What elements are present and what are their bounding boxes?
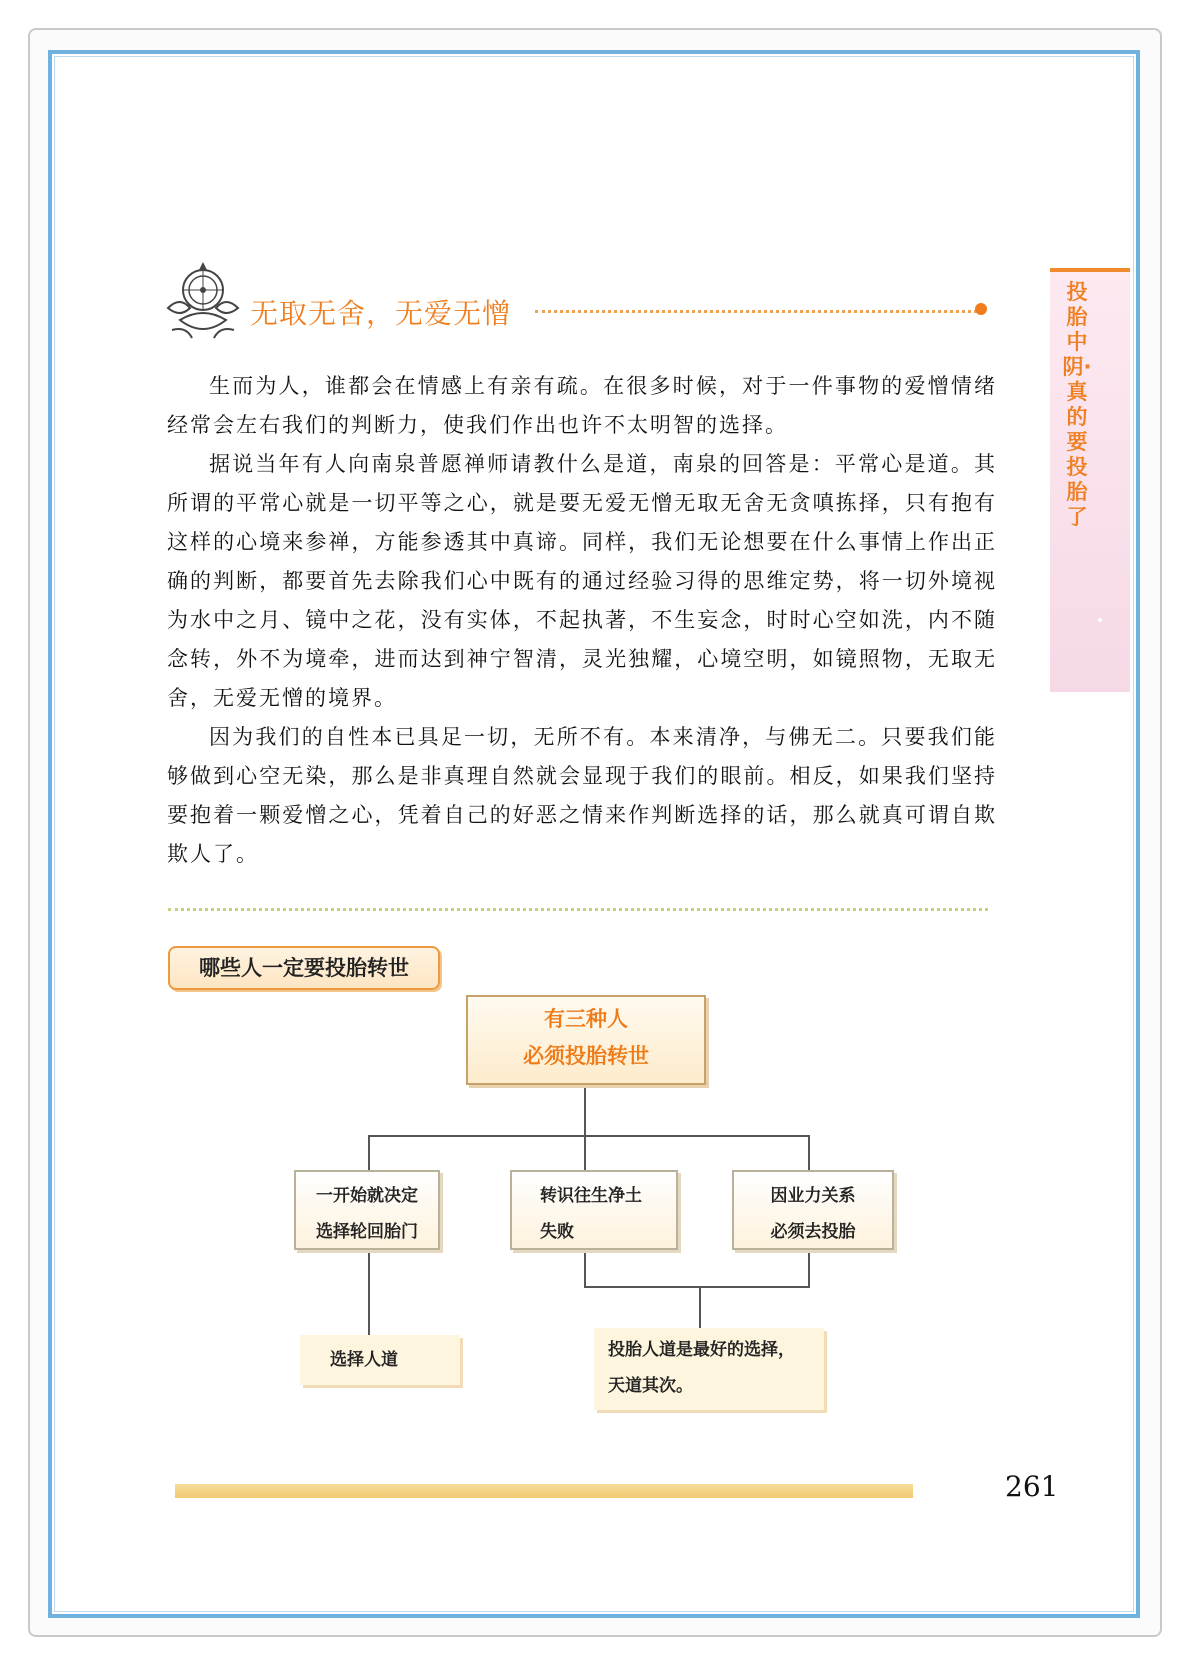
connector-line xyxy=(584,1286,810,1288)
child-line-2: 必须去投胎 xyxy=(770,1222,856,1242)
diagram-child-box xyxy=(510,1170,678,1250)
leaf-line-1: 投胎人道是最好的选择， xyxy=(608,1340,795,1360)
connector-line xyxy=(584,1250,586,1287)
connector-line xyxy=(368,1135,370,1170)
child-line-2: 选择轮回胎门 xyxy=(316,1222,418,1242)
diagram-leaf-box xyxy=(300,1335,460,1385)
child-line-1: 一开始就决定 xyxy=(316,1186,418,1206)
diagram-child-box xyxy=(732,1170,894,1250)
connector-line xyxy=(368,1135,810,1137)
connector-line xyxy=(808,1135,810,1170)
paragraph: 因为我们的自性本已具足一切，无所不有。本来清净，与佛无二。只要我们能够做到心空无染，那么是非真理自然就会显现于我们的眼前。相反，如果我们坚持要抱着一颗爱憎之心，凭着自己的好恶之情来作判断选择的话，那么就真可谓自欺欺人了。 xyxy=(167,725,997,866)
diagram-heading: 哪些人一定要投胎转世 xyxy=(168,946,440,990)
connector-line xyxy=(808,1250,810,1287)
title-end-dot xyxy=(975,303,987,315)
page-number: 261 xyxy=(1005,1470,1059,1503)
paragraph: 生而为人，谁都会在情感上有亲有疏。在很多时候，对于一件事物的爱憎情绪经常会左右我们的判断力，使我们作出也许不太明智的选择。 xyxy=(167,374,997,437)
leaf-text: 选择人道 xyxy=(330,1350,398,1370)
root-line-1: 有三种人 xyxy=(544,1007,628,1031)
side-tab-dot xyxy=(1098,618,1102,622)
buddhist-ornament-icon xyxy=(160,258,246,348)
body-text xyxy=(167,367,997,874)
root-line-2: 必须投胎转世 xyxy=(523,1044,649,1068)
child-line-2: 失败 xyxy=(540,1222,574,1242)
connector-line xyxy=(699,1286,701,1329)
child-line-1: 转识往生净土 xyxy=(540,1186,642,1206)
diagram-root-box xyxy=(466,995,706,1085)
footer-bar xyxy=(175,1484,913,1498)
child-line-1: 因业力关系 xyxy=(770,1186,856,1206)
section-title: 无取无舍，无爱无憎 xyxy=(250,297,512,330)
paragraph: 据说当年有人向南泉普愿禅师请教什么是道，南泉的回答是：平常心是道。其所谓的平常心就是一切平等之心，就是要无爱无憎无取无舍无贪嗔拣择，只有抱有这样的心境来参禅，方能参透其中真谛。同样，我们无论想要在什么事情上作出正确的判断，都要首先去除我们心中既有的通过经验习得的思维定势，将一切外境视为水中之月、镜中之花，没有实体，不起执著，不生妄念，时时心空如洗，内不随念转，外不为境牵，进而达到神宁智清，灵光独耀，心境空明，如镜照物，无取无舍，无爱无憎的境界。 xyxy=(167,452,997,710)
title-dotted-rule xyxy=(535,310,977,313)
diagram-child-box xyxy=(294,1170,440,1250)
connector-line xyxy=(584,1081,586,1136)
connector-line xyxy=(584,1135,586,1170)
chapter-side-tab-label: 投胎中阴·真的要投胎了 xyxy=(1062,280,1092,529)
leaf-line-2: 天道其次。 xyxy=(608,1376,693,1396)
diagram-leaf-box xyxy=(594,1328,824,1410)
dotted-separator xyxy=(168,908,988,911)
connector-line xyxy=(368,1250,370,1335)
